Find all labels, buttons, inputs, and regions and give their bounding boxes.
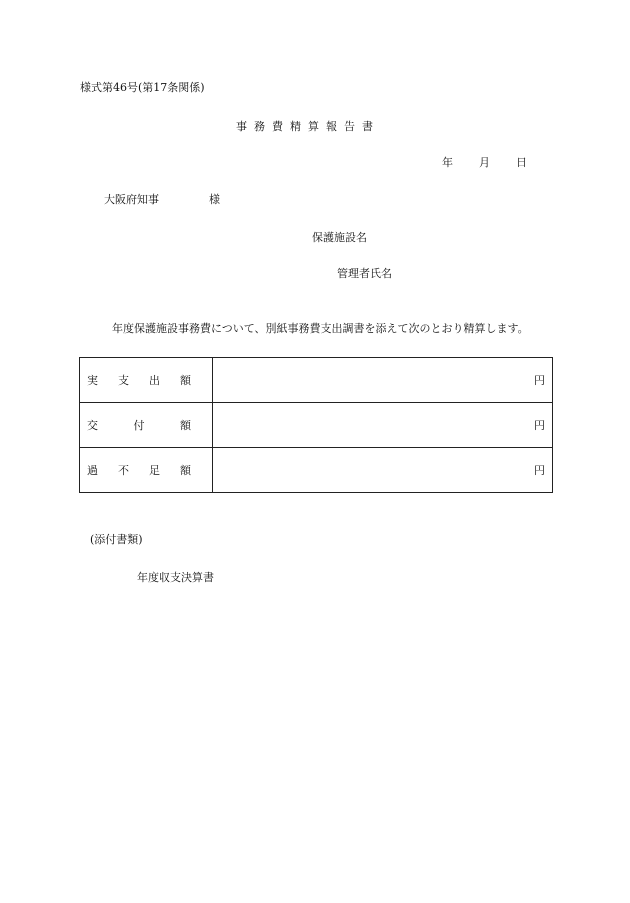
date-day-label: 日	[516, 156, 527, 169]
row-label-surplus-deficit	[80, 448, 213, 493]
label-char: 過	[87, 464, 98, 477]
label-char: 額	[180, 419, 191, 432]
row-label-grant-amount	[80, 403, 213, 448]
label-char: 交	[87, 419, 98, 432]
table-row	[80, 448, 553, 493]
amount-cell-actual-expenditure	[213, 358, 553, 403]
form-number: 様式第46号(第17条関係)	[80, 81, 205, 94]
yen-unit: 円	[534, 464, 545, 477]
report-statement: 年度保護施設事務費について、別紙事務費支出調書を添えて次のとおり精算します。	[112, 322, 529, 335]
label-char: 出	[149, 374, 160, 387]
yen-unit: 円	[534, 374, 545, 387]
label-char: 付	[133, 419, 145, 432]
date-line	[442, 156, 527, 170]
table-row	[80, 403, 553, 448]
amounts-table	[79, 357, 553, 493]
addressee-honorific: 様	[209, 193, 220, 206]
attachment-item: 年度収支決算書	[137, 571, 214, 584]
label-char: 足	[149, 464, 160, 477]
addressee-name: 大阪府知事	[104, 193, 159, 206]
label-char: 額	[180, 374, 191, 387]
attachments-heading: (添付書類)	[90, 533, 143, 546]
date-year-label: 年	[442, 156, 453, 169]
document-title: 事務費精算報告書	[236, 120, 380, 133]
date-month-label: 月	[479, 156, 490, 169]
amount-cell-grant-amount	[213, 403, 553, 448]
label-char: 不	[118, 464, 129, 477]
row-label-actual-expenditure	[80, 358, 213, 403]
facility-name-label: 保護施設名	[312, 231, 367, 244]
manager-name-label: 管理者氏名	[337, 267, 392, 280]
yen-unit: 円	[534, 419, 545, 432]
label-char: 支	[118, 374, 129, 387]
amount-cell-surplus-deficit	[213, 448, 553, 493]
label-char: 実	[87, 374, 98, 387]
addressee	[104, 193, 220, 207]
table-row	[80, 358, 553, 403]
label-char: 額	[180, 464, 191, 477]
